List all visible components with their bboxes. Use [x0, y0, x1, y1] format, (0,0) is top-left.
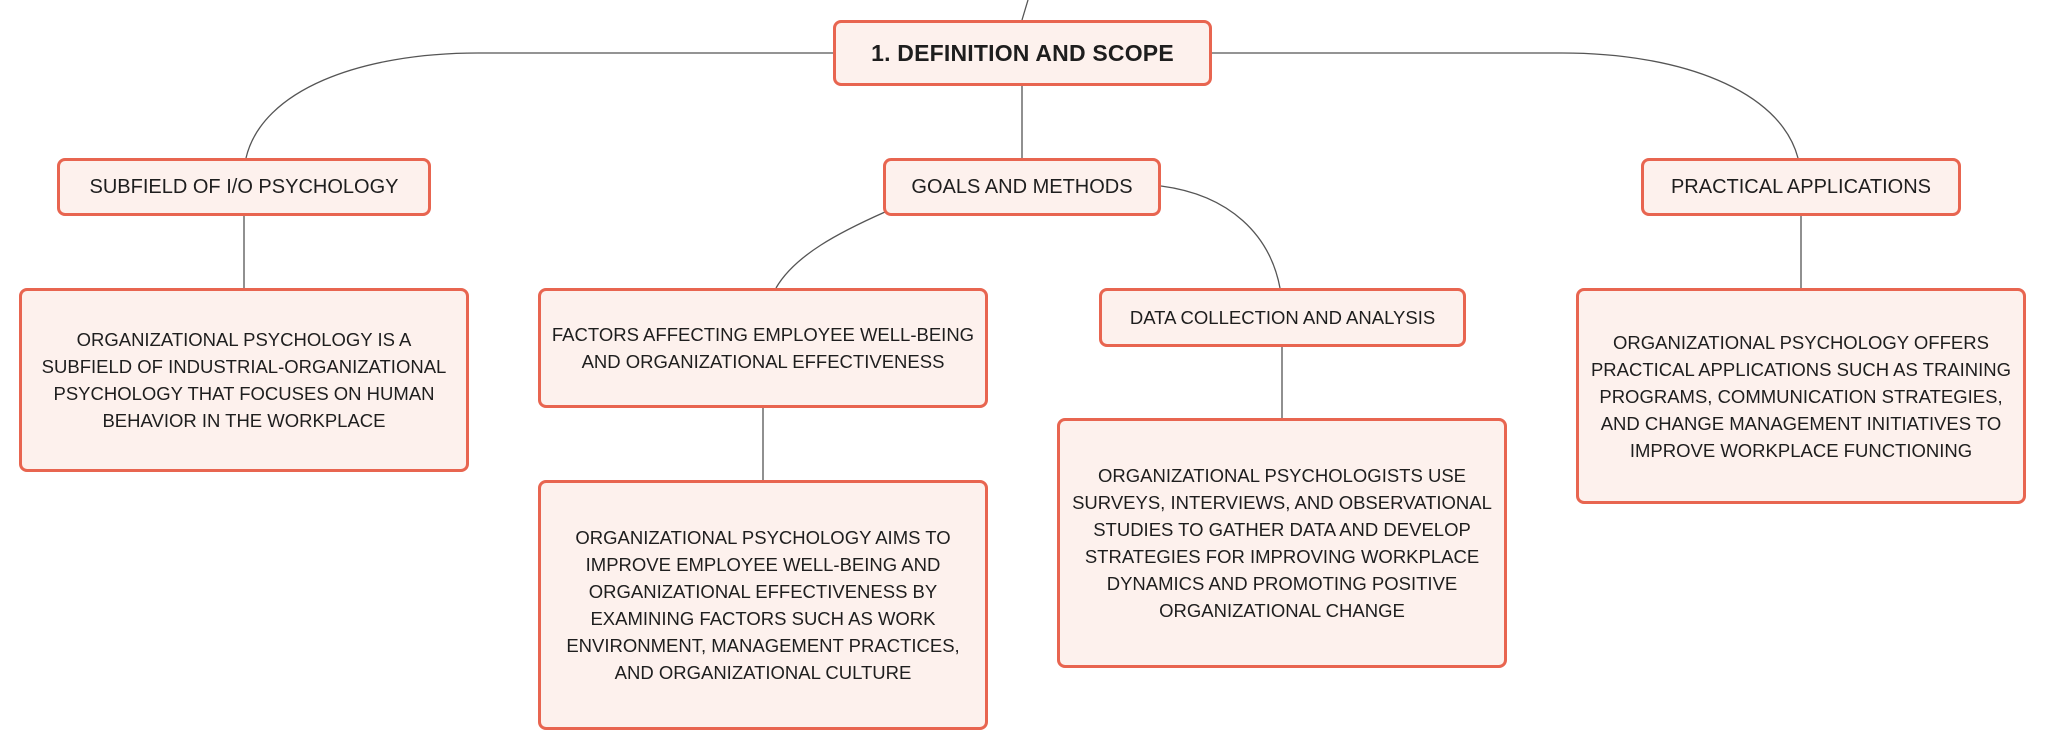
connector-incoming-root [1022, 0, 1028, 20]
factors-node[interactable] [538, 288, 988, 408]
connector-root-to-applications [1212, 53, 1798, 158]
subfield-detail-node[interactable] [19, 288, 469, 472]
subtopic-applications-node[interactable] [1641, 158, 1961, 216]
subtopic-applications-label: PRACTICAL APPLICATIONS [1670, 175, 1932, 198]
root-topic-title: 1. DEFINITION AND SCOPE [871, 39, 1174, 66]
applications-detail-text: ORGANIZATIONAL PSYCHOLOGY OFFERS PRACTICAL APPLICATIONS SUCH AS TRAINING PROGRAMS, COMMUNICATION STRATEGIES, AND CHANGE MANAGEMENT INITIATIVES TO IMPROVE WORKPLACE FUNCTIONING [1590, 331, 2012, 461]
data-collection-detail-text: ORGANIZATIONAL PSYCHOLOGISTS USE SURVEYS, INTERVIEWS, AND OBSERVATIONAL STUDIES TO GATHER DATA AND DEVELOP STRATEGIES FOR IMPROVING WORKPLACE DYNAMICS AND PROMOTING POSITIVE ORGANIZATIONAL CHANGE [1072, 465, 1492, 621]
subtopic-subfield-label: SUBFIELD OF I/O PSYCHOLOGY [89, 175, 399, 198]
data-collection-node[interactable] [1099, 288, 1466, 347]
root-topic-node[interactable] [833, 20, 1212, 86]
connector-goals-to-data [1161, 186, 1280, 288]
factors-detail-text: ORGANIZATIONAL PSYCHOLOGY AIMS TO IMPROVE EMPLOYEE WELL-BEING AND ORGANIZATIONAL EFFECTIVENESS BY EXAMINING FACTORS SUCH AS WORK ENVIRONMENT, MANAGEMENT PRACTICES, AND ORGANIZATIONAL CULTURE [566, 527, 960, 683]
data-collection-label: DATA COLLECTION AND ANALYSIS [1129, 307, 1436, 328]
applications-detail-node[interactable] [1576, 288, 2026, 504]
subtopic-goals-label: GOALS AND METHODS [911, 175, 1133, 198]
factors-detail-node[interactable] [538, 480, 988, 730]
subtopic-goals-node[interactable] [883, 158, 1161, 216]
factors-label: FACTORS AFFECTING EMPLOYEE WELL-BEING AND ORGANIZATIONAL EFFECTIVENESS [551, 324, 975, 372]
data-collection-detail-node[interactable] [1057, 418, 1507, 668]
connector-goals-to-factors [776, 212, 885, 288]
connector-root-to-subfield [246, 53, 833, 158]
subtopic-subfield-node[interactable] [57, 158, 431, 216]
subfield-detail-text: ORGANIZATIONAL PSYCHOLOGY IS A SUBFIELD OF INDUSTRIAL-ORGANIZATIONAL PSYCHOLOGY THAT FOCUSES ON HUMAN BEHAVIOR IN THE WORKPLACE [41, 329, 447, 431]
